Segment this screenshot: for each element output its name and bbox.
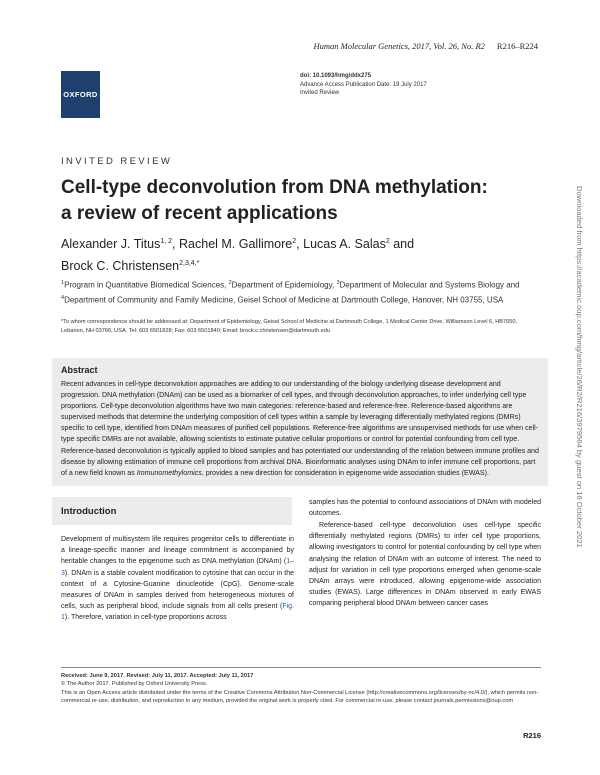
abstract-heading: Abstract (61, 365, 98, 375)
download-watermark: Downloaded from https://academic.oup.com/hmg/article/26/R2/R216/3979564 by guest on 16 October 2021 (575, 186, 584, 548)
footer-rule (61, 667, 541, 668)
article-title (61, 175, 541, 227)
correspondence-note: *To whom correspondence should be addressed at: Department of Epidemiology, Geisel School of Medicine at Dartmouth College, 1 Medical Center Drive, Williamson Level 6, HB7650, Lebanon, NH 03766, USA. Tel: 603 6501828; Fax: 603 6501840; Email: brock.c.christensen@dartmouth.edu (61, 319, 518, 334)
copyright: © The Author 2017. Published by Oxford University Press. (61, 681, 208, 688)
logo-text: OXFORD (63, 90, 98, 99)
intro-column-2-para-1: samples has the potential to confound associations of DNAm with modeled outcomes. (309, 499, 541, 518)
author-affiliation: 2,3,4,* (179, 260, 200, 268)
journal-name: Human Molecular Genetics, 2017, Vol. 26, No. R2 (313, 41, 485, 51)
oxford-logo (61, 71, 100, 118)
author-affiliation: 2 (292, 238, 297, 245)
license-text: This is an Open Access article distributed under the terms of the Creative Commons Attribution Non-Commercial License (http://creativecommons.org/licenses/by-nc/4.0/), which permits non-commercial re-use, distribution, and reproduction in any medium, provided the original work is properly cited. For commercial re-use, please contact journals.permissions@oup.com (61, 689, 539, 704)
abstract-text: Recent advances in cell-type deconvolution approaches are adding to our understanding of the biology underlying disease development and progression. DNA methylation (DNAm) can be used as a biomarker of cell types, and through deconvolution approaches, to infer underlying cell type proportions. Cell-type deconvolution algorithms have two main categories: reference-based and reference-free. Reference-based algorithms are supervised methods that determine the underlying composition of cell types within a sample by leveraging differentially methylated regions (DMRs) specific to cell type, identified from DNAm measures of purified cell populations. Reference-free algorithms are unsupervised methods for use when cell-type specific DMRs are not available, allowing scientists to estimate putative cellular proportions or control for potential confounding from cell type. Reference-based deconvolution is typically applied to blood samples and has potentiated our understanding of the relation between immune profiles and disease by allowing estimation of immune cell proportions from archival DNA. Bioinformatic analyses using DNAm to infer immune cell proportions, part of a new field known as Immunomethylomics, provides a new direction for consideration in epigenome wide association studies (EWAS). (61, 380, 539, 477)
page-number: R216 (523, 731, 541, 740)
affiliations: $^1$Program in Quantitative Biomedical Sciences, $^2$Department of Epidemiology, $^3$Department of Molecular and Systems Biology and $^4$Department of Community and Family Medicine, Geisel School of Medicine at Dartmouth College, Hanover, NH 03755, USA (61, 280, 520, 305)
figure-link[interactable]: Fig. 1 (61, 603, 294, 622)
footer (61, 672, 541, 705)
author-name[interactable]: Alexander J. Titus (61, 237, 161, 252)
introduction-heading: Introduction (61, 506, 117, 517)
article-meta (300, 72, 427, 98)
reference-link[interactable]: 1–3 (61, 558, 294, 577)
intro-column-1: Development of multisystem life requires progenitor cells to differentiate in a lineage-specific manner and lineage commitment is accompanied by heritable changes to the epigenome such as DNA methylation (DNAm) (1–3). DNAm is a stable covalent modification to cytosine that can occur in the context of a Cytosine-Guanine dinucleotide (CpG). Genome-scale measures of DNAm in samples derived from heterogeneous mixtures of cells, such as peripheral blood, include signals from all cells present (Fig. 1). Therefore, variation in cell-type proportions across (61, 536, 294, 622)
author-list: Alexander J. Titus$^{1, 2}$, Rachel M. Gallimore$^2$, Lucas A. Salas$^2$ and Brock C. Christensen$^{2,3,4,*}$ (61, 237, 415, 274)
author-name[interactable]: Brock C. Christensen (61, 259, 180, 274)
received-dates: Received: June 9, 2017. Revised: July 11, 2017. Accepted: July 11, 2017 (61, 673, 254, 679)
doi[interactable]: doi: 10.1093/hmg/ddx275 (300, 73, 372, 79)
kicker: INVITED REVIEW (61, 156, 173, 167)
author-affiliation: 1, 2 (160, 238, 173, 245)
title-line-2: a review of recent applications (61, 203, 338, 224)
intro-column-2-para-2: Reference-based cell-type deconvolution uses cell-type specific differentially methylated regions (DMRs) to infer cell type proportions, allowing investigators to control for potential confounding by cell type when analysing the relation of DNAm with an outcome of interest. The need to adjust for variation in cell type proportions emerged when genome-scale DNAm arrays were introduced, allowing epigenome-wide association studies (EWAS). Large differences in DNAm observed in early EWAS comparing peripheral blood DNAm between cancer cases (309, 522, 541, 608)
article-type: Invited Review (300, 90, 340, 97)
introduction-heading-box (52, 497, 292, 525)
author-affiliation: 2 (385, 238, 390, 245)
author-name[interactable]: Rachel M. Gallimore (179, 237, 293, 252)
author-name[interactable]: Lucas A. Salas (303, 237, 386, 252)
advance-access-date: Advance Access Publication Date: 19 July 2017 (300, 81, 427, 88)
abstract-box (52, 358, 548, 486)
journal-pages: R216–R224 (496, 41, 538, 51)
journal-citation (314, 41, 539, 51)
title-line-1: Cell-type deconvolution from DNA methylation: (61, 177, 488, 198)
abstract-italic-term: Immunomethylomics (136, 468, 202, 477)
